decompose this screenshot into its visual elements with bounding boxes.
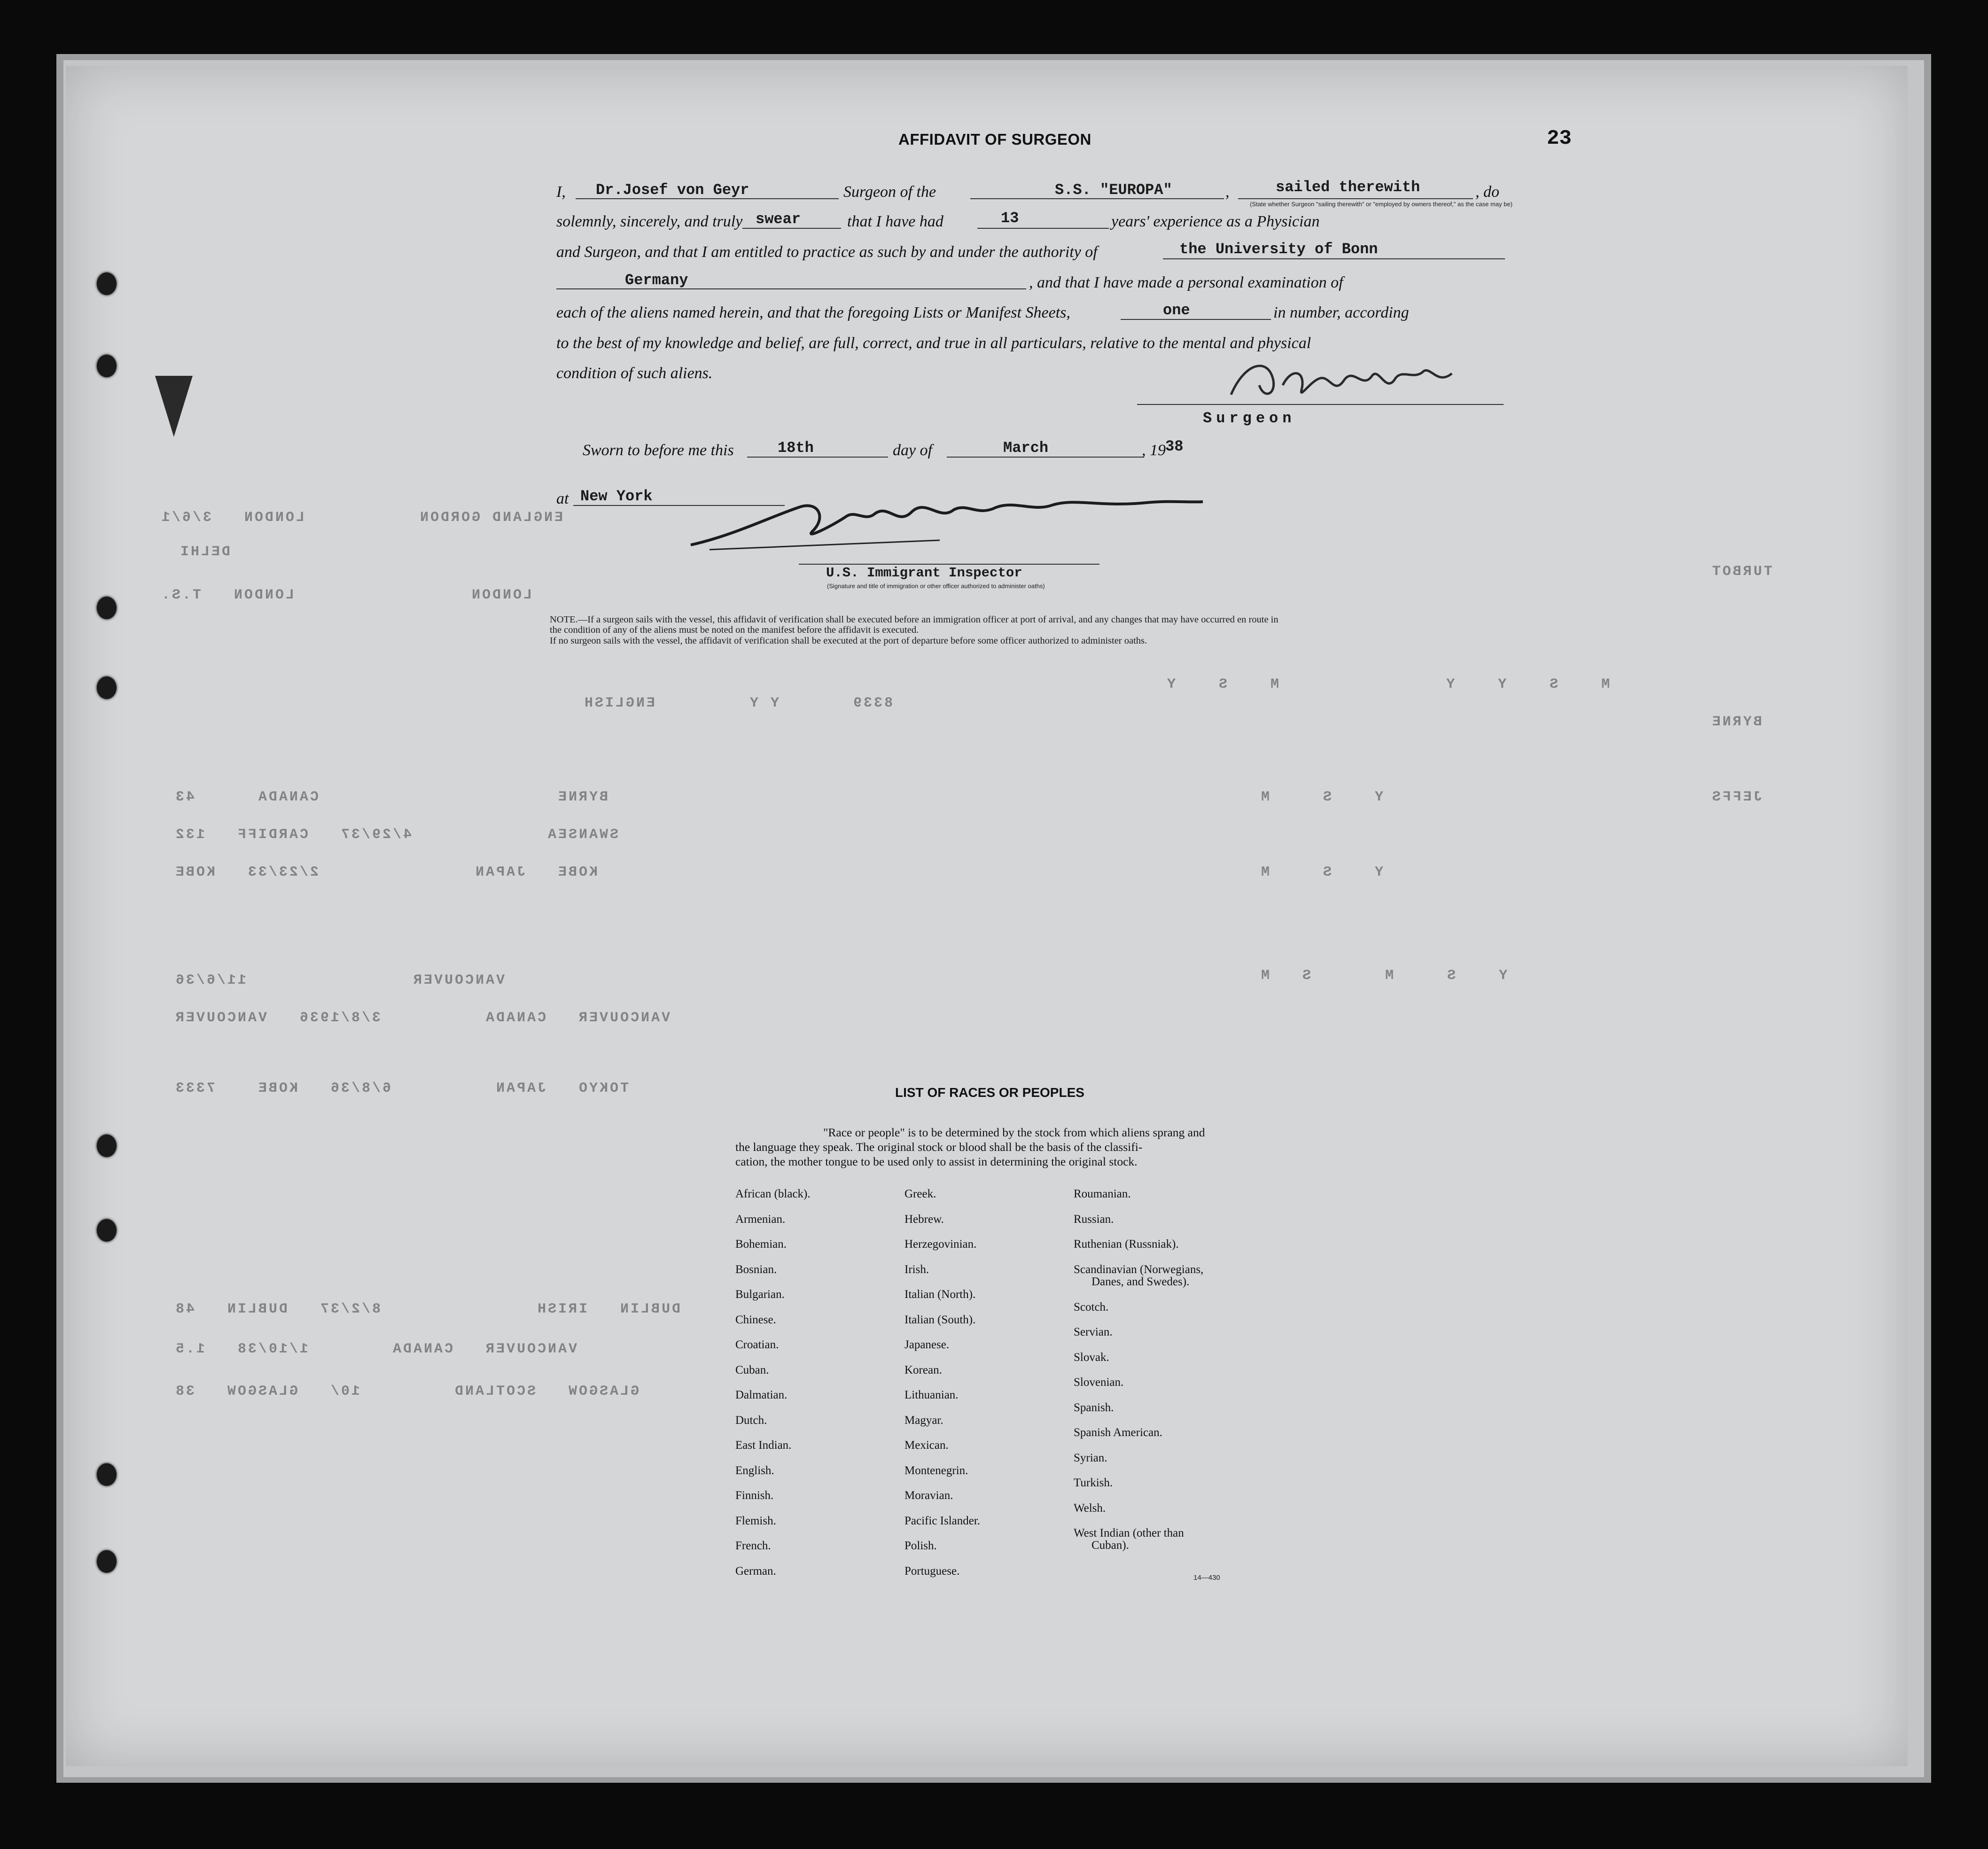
race-item: Greek. — [904, 1188, 936, 1200]
race-item: Bulgarian. — [735, 1288, 785, 1301]
sworn-month: March — [1003, 439, 1049, 457]
binder-hole — [97, 1550, 117, 1573]
race-item: French. — [735, 1539, 771, 1552]
race-item: Croatian. — [735, 1338, 779, 1351]
status-hint: (State whether Surgeon "sailing therewith" or "employed by owners thereof," as the case may be) — [1250, 201, 1512, 208]
race-item: Italian (North). — [904, 1288, 976, 1301]
races-intro: cation, the mother tongue to be used only to assist in determining the original stock. — [735, 1155, 1138, 1168]
signature-role: Surgeon — [1203, 410, 1296, 427]
binder-hole — [97, 1219, 117, 1242]
race-item: Danes, and Swedes). — [1091, 1275, 1190, 1288]
race-item: Slovenian. — [1074, 1376, 1124, 1389]
bleed-through: VANCOUVER CANADA 1/10/38 1.5 — [174, 1341, 577, 1357]
label: I, — [556, 183, 566, 201]
years-experience: 13 — [1001, 210, 1019, 227]
races-intro: "Race or people" is to be determined by the stock from which aliens sprang and — [823, 1126, 1205, 1139]
race-item: African (black). — [735, 1188, 811, 1200]
bleed-through: VANCOUVER CANADA 3/8/1936 VANCOUVER — [174, 1010, 670, 1026]
surgeon-name: Dr.Josef von Geyr — [596, 181, 749, 199]
label: day of — [893, 442, 933, 459]
race-item: Syrian. — [1074, 1451, 1107, 1464]
bleed-through: TOKYO JAPAN 6/8/36 KOBE 7333 — [174, 1080, 629, 1096]
bleed-through: SWANSEA 4/29/37 CARDIFF 132 — [174, 827, 619, 843]
field-line — [742, 228, 841, 229]
authority: the University of Bonn — [1179, 241, 1378, 258]
label: that I have had — [847, 213, 943, 230]
inspector-signature — [677, 489, 1212, 559]
race-item: Chinese. — [735, 1313, 776, 1326]
bleed-through: TURBOT — [1710, 564, 1773, 580]
race-item: Lithuanian. — [904, 1389, 959, 1401]
race-item: Flemish. — [735, 1514, 776, 1527]
sworn-place: New York — [580, 488, 653, 505]
binder-hole — [97, 676, 117, 699]
label: and Surgeon, and that I am entitled to practice as such by and under the authority of — [556, 243, 1098, 261]
bleed-through: KOBE JAPAN 2/23/33 KOBE — [174, 864, 598, 880]
surgeon-signature — [1217, 352, 1480, 409]
sworn-day: 18th — [778, 439, 814, 457]
bleed-through: M S Y Y M S Y — [1165, 676, 1610, 692]
field-line — [977, 228, 1109, 229]
label: , do — [1475, 183, 1499, 201]
race-item: Portuguese. — [904, 1564, 960, 1577]
race-item: Servian. — [1074, 1326, 1113, 1338]
bleed-through: DUBLIN IRISH 8/2/37 DUBLIN 48 — [174, 1301, 681, 1317]
field-line — [947, 457, 1144, 458]
binder-hole — [97, 1463, 117, 1486]
race-item: German. — [735, 1564, 776, 1577]
label: Sworn to before me this — [583, 442, 734, 459]
field-line — [747, 457, 888, 458]
page-number: 23 — [1547, 127, 1572, 150]
race-item: Italian (South). — [904, 1313, 976, 1326]
race-item: Korean. — [904, 1363, 942, 1376]
inspector-title: U.S. Immigrant Inspector — [826, 565, 1022, 581]
binder-hole — [97, 355, 117, 377]
label: solemnly, sincerely, and truly — [556, 213, 743, 230]
document-page — [66, 66, 1908, 1766]
race-item: Polish. — [904, 1539, 937, 1552]
label: at — [556, 490, 569, 507]
field-line — [1163, 258, 1505, 259]
oath-word: swear — [756, 210, 801, 228]
note-line: If no surgeon sails with the vessel, the affidavit of verification shall be executed at the port of departure before some officer authorized to administer oaths. — [550, 636, 1147, 646]
affidavit-title: AFFIDAVIT OF SURGEON — [898, 131, 1091, 148]
bleed-through: GLASGOW SCOTLAND 10/ GLASGOW 38 — [174, 1383, 639, 1399]
race-item: Russian. — [1074, 1212, 1114, 1226]
binder-hole — [97, 272, 117, 295]
race-item: Dutch. — [735, 1414, 767, 1427]
race-item: Welsh. — [1074, 1501, 1106, 1515]
race-item: Ruthenian (Russniak). — [1074, 1238, 1179, 1251]
label: years' experience as a Physician — [1111, 213, 1320, 230]
label: each of the aliens named herein, and that the foregoing Lists or Manifest Sheets, — [556, 304, 1070, 321]
race-item: Japanese. — [904, 1338, 950, 1351]
binder-clip — [155, 376, 193, 437]
race-item: Finnish. — [735, 1489, 774, 1502]
races-column-3 — [1074, 1181, 1203, 1552]
races-title: LIST OF RACES OR PEOPLES — [895, 1085, 1084, 1100]
race-item: Dalmatian. — [735, 1389, 787, 1401]
race-item: Cuban. — [735, 1363, 769, 1376]
race-item: English. — [735, 1464, 774, 1477]
ship-name: S.S. "EUROPA" — [1055, 181, 1172, 199]
race-item: Mexican. — [904, 1439, 949, 1452]
bleed-through: LONDON LONDON T.S. — [160, 587, 532, 603]
sworn-year: 38 — [1165, 438, 1184, 455]
race-item: Herzegovinian. — [904, 1238, 977, 1251]
race-item: Magyar. — [904, 1414, 943, 1427]
bleed-through: ENGLAND GORDON LONDON 3/6/1 — [160, 510, 563, 526]
race-item: East Indian. — [735, 1439, 792, 1452]
note-line: the condition of any of the aliens must be noted on the manifest before the affidavit is executed. — [550, 625, 919, 635]
race-item: Scotch. — [1074, 1300, 1109, 1313]
bleed-through: Y S M S M — [1259, 968, 1508, 984]
inspector-hint: (Signature and title of immigration or other officer authorized to administer oaths) — [827, 583, 1045, 590]
race-item: Roumanian. — [1074, 1188, 1131, 1200]
bleed-through: BYRNE CANADA 43 — [174, 789, 608, 805]
race-item: Bohemian. — [735, 1238, 787, 1251]
sheets-count: one — [1163, 302, 1190, 319]
binder-hole — [97, 1134, 117, 1157]
bleed-through: Y S M — [1259, 864, 1384, 880]
bleed-through: VANCOUVER 11/6/36 — [174, 972, 505, 988]
body-text: to the best of my knowledge and belief, are full, correct, and true in all particulars, relative to the mental and physical — [556, 334, 1311, 352]
bleed-through: Y S M — [1259, 789, 1384, 805]
race-item: Irish. — [904, 1263, 929, 1276]
field-line — [1121, 319, 1271, 320]
race-item: Spanish. — [1074, 1401, 1114, 1414]
binder-hole — [97, 597, 117, 619]
note-line: NOTE.—If a surgeon sails with the vessel, this affidavit of verification shall be executed before an immigration officer at port of arrival, and any changes that may have occurred en route in — [550, 614, 1279, 625]
race-item: Moravian. — [904, 1489, 953, 1502]
race-item: Cuban). — [1091, 1539, 1129, 1552]
race-item: Spanish American. — [1074, 1426, 1162, 1439]
race-item: Armenian. — [735, 1212, 786, 1226]
race-item: Turkish. — [1074, 1476, 1113, 1489]
bleed-through: JEFFS — [1710, 789, 1762, 805]
label: Surgeon of the — [843, 183, 936, 201]
sailing-status: sailed therewith — [1276, 179, 1420, 196]
label: , and that I have made a personal examination of — [1029, 274, 1343, 291]
label: , — [1225, 183, 1230, 201]
race-item: Slovak. — [1074, 1351, 1109, 1364]
race-item: Pacific Islander. — [904, 1514, 981, 1527]
authority-country: Germany — [625, 272, 688, 289]
signature-line — [799, 564, 1099, 565]
form-code: 14—430 — [1193, 1574, 1220, 1582]
races-column-1 — [735, 1181, 811, 1584]
race-item: Montenegrin. — [904, 1464, 968, 1477]
bleed-through: 8339 Y Y ENGLISH — [583, 695, 893, 711]
races-column-2 — [904, 1181, 980, 1584]
label: , 19 — [1142, 442, 1166, 459]
body-text: condition of such aliens. — [556, 365, 713, 382]
race-item: Scandinavian (Norwegians, — [1074, 1263, 1204, 1276]
race-item: Bosnian. — [735, 1263, 777, 1276]
field-line — [1238, 198, 1473, 199]
signature-line — [1137, 404, 1504, 405]
bleed-through: DELHI — [179, 544, 231, 560]
label: in number, according — [1273, 304, 1409, 321]
race-item: Hebrew. — [904, 1212, 944, 1226]
bleed-through: BYRNE — [1710, 714, 1762, 730]
races-intro: the language they speak. The original stock or blood shall be the basis of the classifi- — [735, 1140, 1143, 1154]
race-item: West Indian (other than — [1074, 1527, 1184, 1539]
